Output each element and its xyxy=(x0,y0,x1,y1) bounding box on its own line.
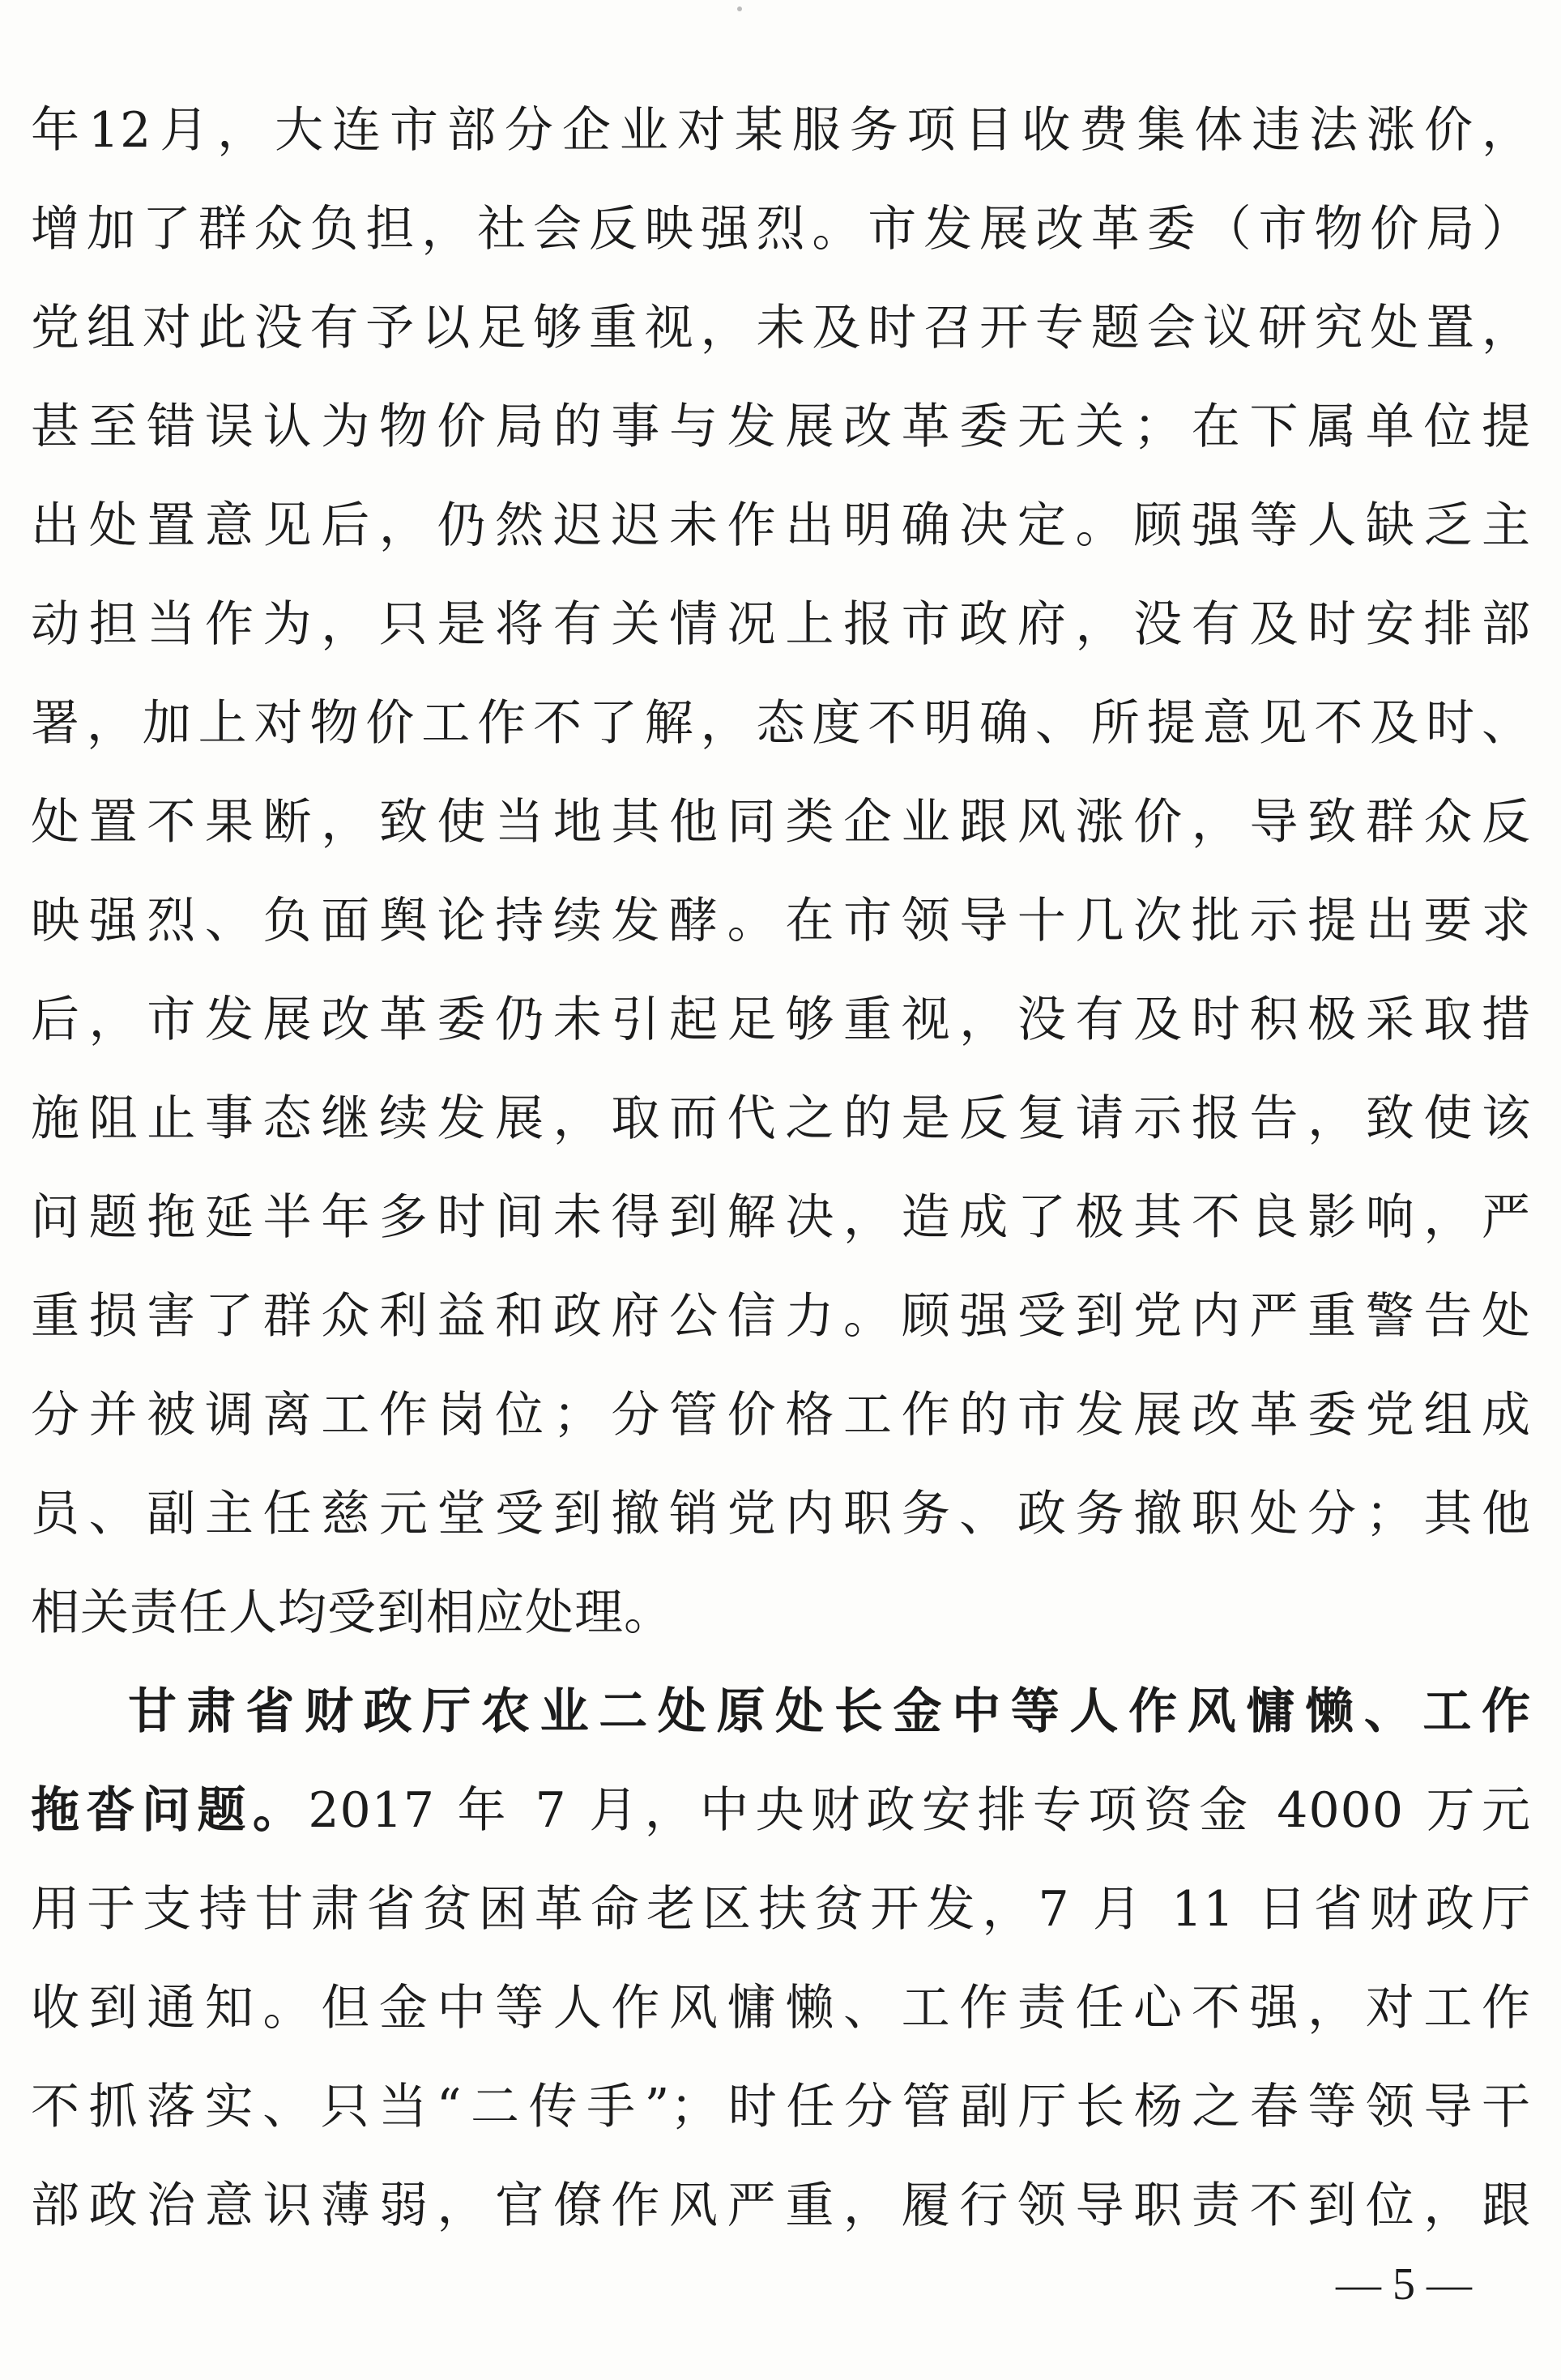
text-line: 后，市发展改革委仍未引起足够重视，没有及时积极采取措 xyxy=(31,992,1531,1048)
text-line: 年12月，大连市部分企业对某服务项目收费集体违法涨价， xyxy=(31,102,1531,159)
text-line: 问题拖延半年多时间未得到解决，造成了极其不良影响，严 xyxy=(31,1189,1531,1246)
section-heading-end: 拖沓问题。 xyxy=(31,1782,309,1839)
section-heading: 甘肃省财政厅农业二处原处长金中等人作风慵懒、工作 xyxy=(128,1683,1531,1740)
text-line: 不抓落实、只当“二传手”；时任分管副厅长杨之春等领导干 xyxy=(31,2079,1531,2135)
text-line: 分并被调离工作岗位；分管价格工作的市发展改革委党组成 xyxy=(31,1387,1531,1444)
text-line: 施阻止事态继续发展，取而代之的是反复请示报告，致使该 xyxy=(31,1090,1531,1147)
text-line: 出处置意见后，仍然迟迟未作出明确决定。顾强等人缺乏主 xyxy=(31,497,1531,554)
text-line: 员、副主任慈元堂受到撤销党内职务、政务撤职处分；其他 xyxy=(31,1486,1531,1542)
text-span: 2017 年 7 月，中央财政安排专项资金 4000 万元 xyxy=(308,1782,1531,1839)
text-line: 党组对此没有予以足够重视，未及时召开专题会议研究处置， xyxy=(31,300,1531,356)
text-line: 处置不果断，致使当地其他同类企业跟风涨价，导致群众反 xyxy=(31,794,1531,851)
body-text xyxy=(31,81,1531,2255)
text-line: 映强烈、负面舆论持续发酵。在市领导十几次批示提出要求 xyxy=(31,893,1531,949)
text-line: 相关责任人均受到相应处理。 xyxy=(31,1585,673,1641)
text-line: 收到通知。但金中等人作风慵懒、工作责任心不强，对工作 xyxy=(31,1980,1531,2037)
text-line: 重损害了群众利益和政府公信力。顾强受到党内严重警告处 xyxy=(31,1288,1531,1345)
page-number: — 5 — xyxy=(1336,2259,1472,2310)
text-line: 动担当作为，只是将有关情况上报市政府，没有及时安排部 xyxy=(31,596,1531,653)
text-line: 部政治意识薄弱，官僚作风严重，履行领导职责不到位，跟 xyxy=(31,2177,1531,2234)
text-line: 增加了群众负担，社会反映强烈。市发展改革委（市物价局） xyxy=(31,201,1531,258)
text-line: 用于支持甘肃省贫困革命老区扶贫开发，7 月 11 日省财政厅 xyxy=(31,1881,1531,1938)
scan-speck xyxy=(737,6,742,11)
text-line: 署，加上对物价工作不了解，态度不明确、所提意见不及时、 xyxy=(31,695,1531,752)
text-line xyxy=(31,1761,1531,1860)
text-line: 甚至错误认为物价局的事与发展改革委无关；在下属单位提 xyxy=(31,399,1531,455)
